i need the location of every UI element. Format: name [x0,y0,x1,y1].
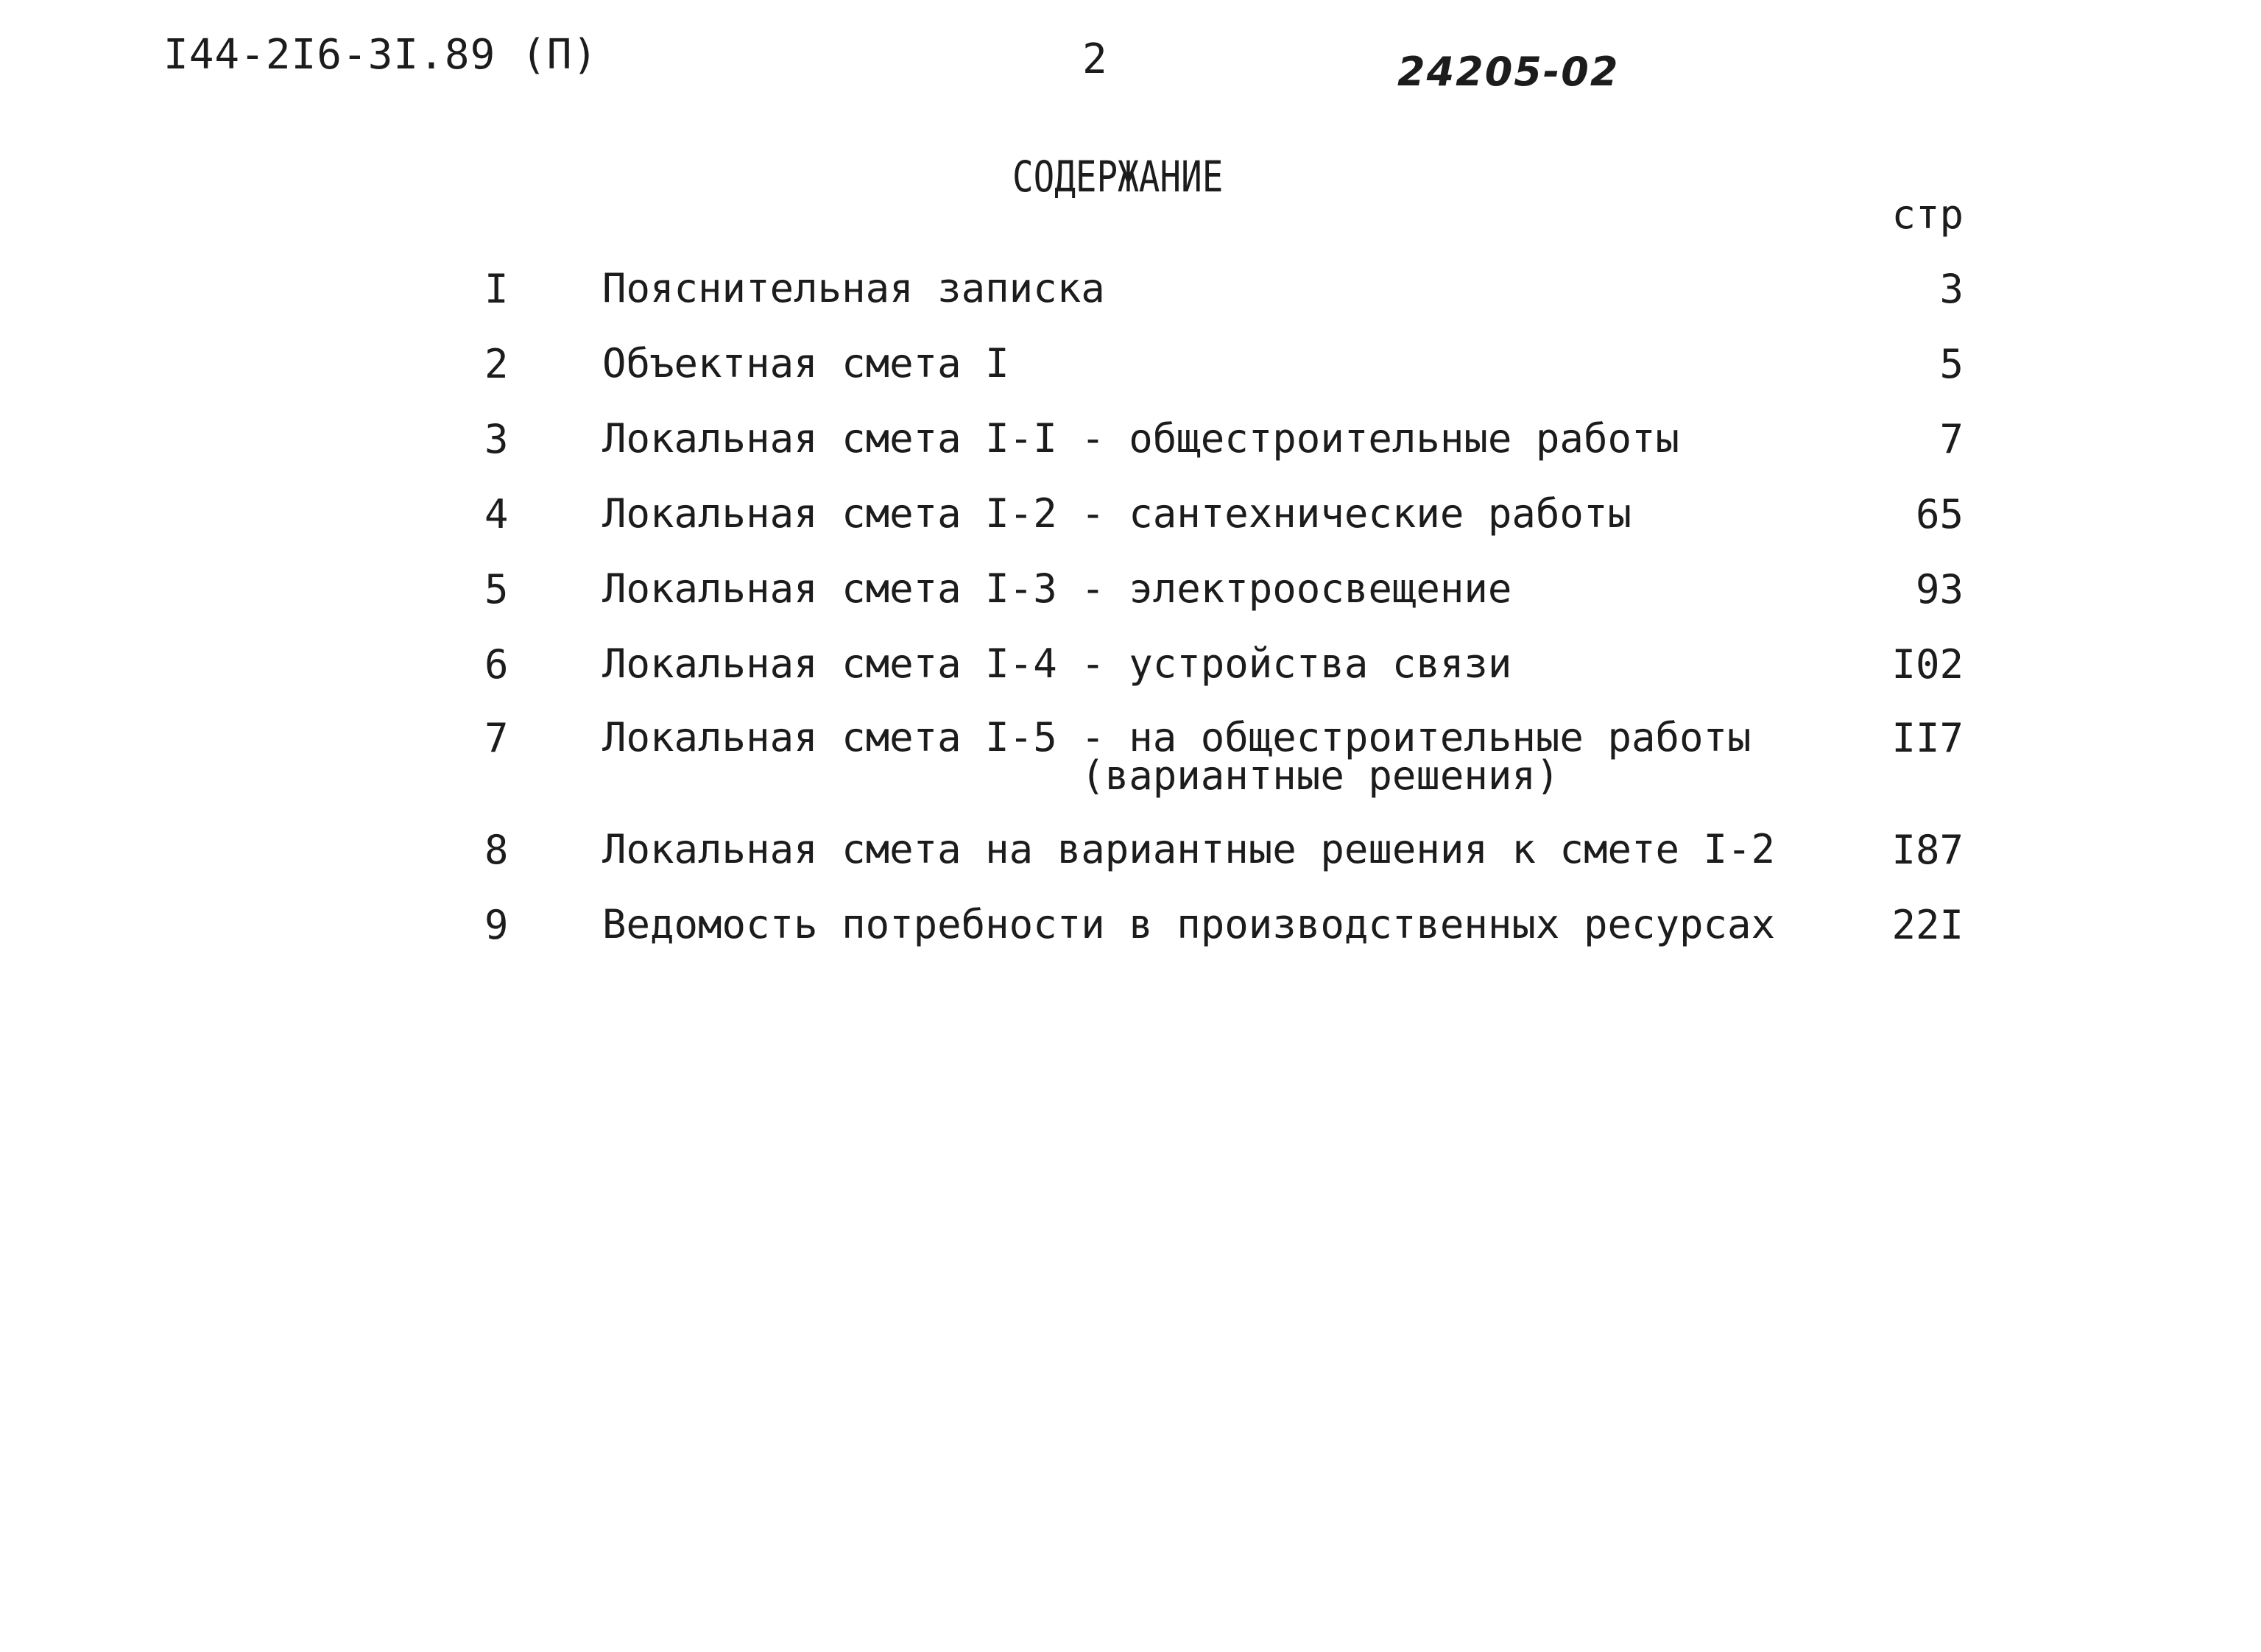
toc-item-page: 5 [1939,341,1964,387]
toc-item-number: 6 [484,641,509,688]
toc-item-page: II7 [1891,715,1964,761]
toc-item-title: Ведомость потребности в производственных ресурсах [602,901,1776,947]
toc-item-title: Локальная смета I-2 - сантехнические работы [602,490,1632,537]
toc-item-title: Пояснительная записка [602,265,1105,311]
toc-item-title: Локальная смета на вариантные решения к смете I-2 [602,826,1776,872]
page-number: 2 [1082,35,1107,83]
toc-item-title: Локальная смета I-3 - электроосвещение [602,565,1512,612]
toc-item-title: Локальная смета I-5 - на общестроительные работы (вариантные решения) [602,714,1752,799]
toc-item-number: 8 [484,827,509,873]
toc-item-number: 2 [484,341,509,387]
contents-title: СОДЕРЖАНИЕ [1012,152,1224,202]
toc-item-title: Локальная смета I-4 - устройства связи [602,640,1512,687]
toc-item-title: Локальная смета I-I - общестроительные работы [602,415,1679,462]
toc-item-page: I02 [1891,641,1964,688]
document-code: I44-2I6-3I.89 (П) [163,31,599,79]
toc-item-number: 5 [484,566,509,613]
toc-item-number: 3 [484,416,509,462]
page-column-header: стр [1891,191,1964,238]
toc-item-number: 4 [484,491,509,537]
toc-item-number: 9 [484,902,509,948]
toc-item-number: I [484,266,509,312]
toc-item-page: 22I [1891,902,1964,948]
toc-item-page: 3 [1939,266,1964,312]
toc-item-page: 93 [1915,566,1964,613]
toc-item-page: 7 [1939,416,1964,462]
toc-item-title: Объектная смета I [602,340,1009,386]
toc-item-number: 7 [484,715,509,761]
archive-number: 24205-02 [1397,49,1620,95]
toc-item-page: 65 [1915,491,1964,537]
toc-item-page: I87 [1891,827,1964,873]
